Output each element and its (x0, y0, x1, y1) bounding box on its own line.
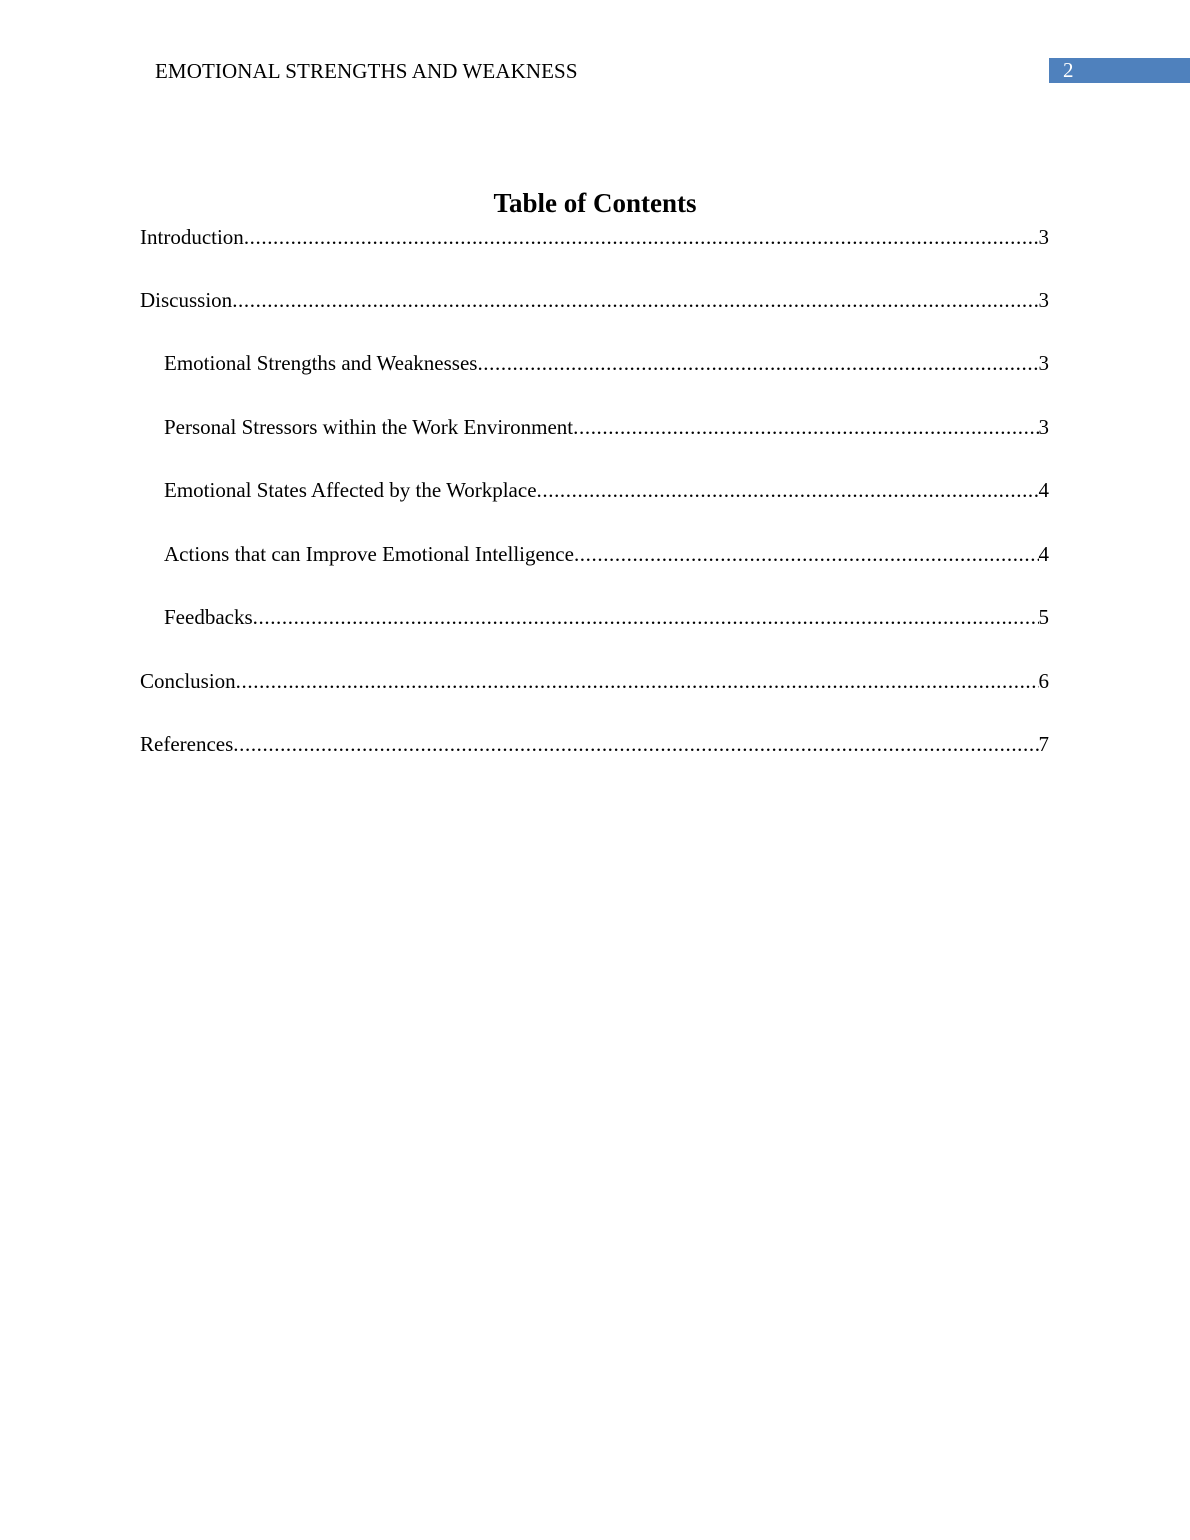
toc-entry-page: 5 (1038, 605, 1049, 629)
toc-entry-conclusion[interactable] (140, 667, 1049, 695)
toc-dot-leader (573, 413, 1038, 441)
toc-entry-label: Introduction (140, 225, 244, 249)
page-number-badge (1049, 58, 1190, 83)
toc-heading: Table of Contents (493, 188, 697, 218)
toc-entry-feedbacks[interactable] (164, 603, 1049, 631)
toc-entry-label: Discussion (140, 288, 233, 312)
toc-entry-actions-improve-ei[interactable] (164, 540, 1049, 568)
toc-dot-leader (537, 476, 1039, 504)
toc-entry-page: 4 (1038, 542, 1049, 566)
toc-entry-label: Emotional States Affected by the Workplace (164, 478, 537, 502)
toc-entry-page: 7 (1038, 732, 1049, 756)
toc-dot-leader (574, 540, 1039, 568)
toc-entry-page: 6 (1038, 669, 1049, 693)
toc-entry-personal-stressors[interactable] (164, 413, 1049, 441)
page-number: 2 (1063, 58, 1074, 82)
toc-entry-introduction[interactable] (140, 223, 1049, 251)
toc-entry-page: 3 (1038, 351, 1049, 375)
toc-entry-references[interactable] (140, 730, 1049, 758)
toc-entry-page: 4 (1038, 478, 1049, 502)
toc-entry-emotional-states[interactable] (164, 476, 1049, 504)
toc-dot-leader (236, 667, 1039, 695)
toc-entry-label: Personal Stressors within the Work Environment (164, 415, 574, 439)
toc-entry-label: References (140, 732, 234, 756)
toc-dot-leader (477, 349, 1038, 377)
toc-entry-page: 3 (1038, 225, 1049, 249)
toc-entry-page: 3 (1038, 288, 1049, 312)
toc-entry-emotional-strengths[interactable] (164, 349, 1049, 377)
toc-entry-label: Emotional Strengths and Weaknesses (164, 351, 478, 375)
toc-dot-leader (253, 603, 1039, 631)
running-header-title: EMOTIONAL STRENGTHS AND WEAKNESS (155, 59, 578, 83)
toc-entry-label: Conclusion (140, 669, 236, 693)
toc-dot-leader (233, 730, 1038, 758)
toc-dot-leader (244, 223, 1039, 251)
toc-dot-leader (232, 286, 1038, 314)
toc-entry-label: Actions that can Improve Emotional Intelligence (164, 542, 574, 566)
toc-entry-discussion[interactable] (140, 286, 1049, 314)
toc-entry-page: 3 (1038, 415, 1049, 439)
toc-entry-label: Feedbacks (164, 605, 253, 629)
